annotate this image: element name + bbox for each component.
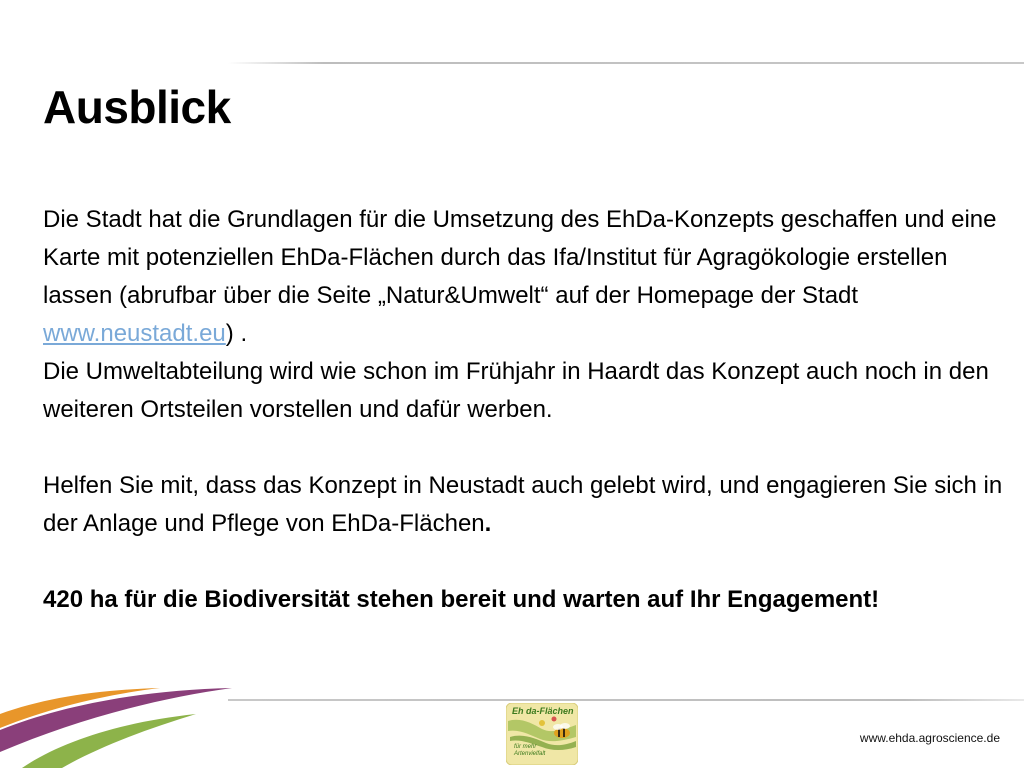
paragraph-help — [43, 467, 1003, 543]
ehda-logo-title: Eh da-Flächen — [512, 706, 574, 716]
paragraph-help-text: Helfen Sie mit, dass das Konzept in Neustadt auch gelebt wird, und engagieren Sie sich in der Anlage und Pflege von EhDa-Flächen — [43, 472, 1003, 537]
swoosh-purple-band — [0, 688, 232, 752]
top-divider — [228, 62, 1024, 64]
bottom-divider — [228, 699, 1024, 701]
call-to-action: 420 ha für die Biodiversität stehen bereit und warten auf Ihr Engagement! — [43, 586, 880, 613]
slide-body — [43, 201, 1003, 619]
slide-title: Ausblick — [43, 81, 231, 133]
footer-website[interactable]: www.ehda.agroscience.de — [859, 731, 1000, 745]
paragraph-help-period: . — [484, 510, 492, 537]
ehda-logo-subtitle: für mehr Artenvielfalt — [514, 744, 546, 757]
paragraph-basis-text: Die Stadt hat die Grundlagen für die Umsetzung des EhDa-Konzepts geschaffen und eine Karte mit potenziellen EhDa-Flächen durch das Ifa/Institut für Agragökologie erstellen lassen (abrufbar über die Seite „Natur&Umwelt“ auf der Homepage der Stadt — [43, 206, 997, 309]
paragraph-environment-department: Die Umweltabteilung wird wie schon im Frühjahr in Haardt das Konzept auch noch in den weiteren Ortsteilen vorstellen und dafür werben. — [43, 358, 989, 423]
neustadt-link[interactable]: www.neustadt.eu — [43, 320, 226, 347]
paragraph-basis — [43, 201, 1003, 353]
decorative-swoosh — [0, 680, 240, 768]
bee-icon — [553, 723, 570, 738]
paragraph-basis-end: ) . — [225, 320, 248, 347]
ehda-logo — [506, 703, 578, 765]
